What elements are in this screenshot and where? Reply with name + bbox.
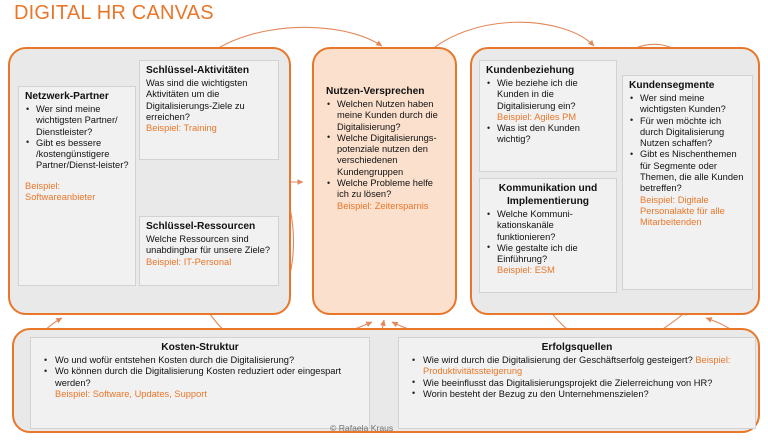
card-heading: Kundensegmente — [629, 80, 715, 91]
card-kommunikation-implementierung — [479, 178, 617, 293]
list-item-text: Wie wird durch die Digitalisierung der Geschäftserfolg gesteigert? — [423, 355, 693, 365]
list-item: • Worin besteht der Bezug zu den Unternehmenszielen? — [405, 389, 749, 400]
list-item: • Gibt es bessere /kostengünstigere Partner/Dienst-leister? — [25, 138, 129, 172]
list-item — [405, 355, 749, 378]
example-text: Beispiel: IT-Personal — [146, 256, 232, 267]
card-nutzen-versprechen — [320, 82, 450, 292]
card-kosten-struktur — [30, 337, 370, 429]
example-text: Beispiel: ESM — [497, 265, 555, 276]
card-heading-line-1: Kommunikation und — [498, 183, 598, 194]
list-item: • Wo können durch die Digitalisierung Kosten reduziert oder eingespart werden? — [37, 366, 363, 389]
card-heading: Schlüssel-Aktivitäten — [146, 65, 250, 76]
list-item: • Wo und wofür entstehen Kosten durch die Digitalisierung? — [37, 355, 363, 366]
bullet-list — [326, 99, 444, 201]
copyright-notice: © Rafaela Kraus — [330, 423, 394, 433]
card-heading: Nutzen-Versprechen — [326, 86, 425, 97]
list-item: • Für wen möchte ich durch Digitalisierung Nutzen schaffen? — [629, 116, 746, 150]
card-heading: Erfolgsquellen — [541, 342, 613, 353]
example-text: Beispiel: Digitale Personalakte für alle Mitarbeitenden — [640, 194, 725, 228]
bullet-list — [486, 78, 610, 146]
list-item: • Wie gestalte ich die Einführung? — [486, 243, 610, 266]
example-text: Beispiel: Softwareanbieter — [25, 180, 96, 203]
list-item: • Welchen Nutzen haben meine Kunden durch die Digitalisierung? — [326, 99, 444, 133]
example-text: Beispiel: Produktivitätssteigerung — [423, 355, 731, 377]
card-body: Was sind die wichtigsten Aktivitäten um die Digitalisierungs-Ziele zu erreichen? — [146, 78, 248, 122]
list-item: • Wer sind meine wichtigsten Partner/ Dienstleister? — [25, 104, 129, 138]
card-heading-line-2: Implementierung — [506, 196, 590, 207]
list-item: • Was ist den Kunden wichtig? — [486, 123, 610, 146]
example-text: Beispiel: Zeitersparnis — [337, 200, 429, 211]
list-item: • Wie beeinflusst das Digitalisierungsprojekt die Zielerreichung von HR? — [405, 378, 749, 389]
bullet-list — [629, 93, 746, 195]
card-schluessel-ressourcen — [139, 216, 279, 286]
list-item: • Welche Probleme helfe ich zu lösen? — [326, 178, 444, 201]
card-kundensegmente — [622, 75, 753, 290]
example-text: Beispiel: Training — [146, 123, 217, 134]
card-schluessel-aktivitaeten — [139, 60, 279, 160]
page-title: DIGITAL HR CANVAS — [14, 2, 214, 24]
card-body: Welche Ressourcen sind unabdingbar für unsere Ziele? — [146, 234, 271, 256]
list-item-text: Wie beziehe ich die Kunden in die Digitalisierung ein? — [497, 78, 578, 111]
list-item: • Gibt es Nischenthemen für Segmente oder Themen, die alle Kunden betreffen? — [629, 149, 746, 194]
list-item: • Welche Digitalisierungs-potenziale nutzen den verschiedenen Kundengruppen — [326, 133, 444, 178]
card-erfolgsquellen — [398, 337, 756, 429]
example-text: Beispiel: Software, Updates, Support — [55, 388, 207, 399]
list-item — [486, 78, 610, 123]
example-text: Beispiel: Agiles PM — [497, 111, 577, 122]
bullet-list — [405, 355, 749, 400]
list-item: • Welche Kommuni-kationskanäle funktionieren? — [486, 209, 610, 243]
card-netzwerk-partner — [18, 86, 136, 286]
bullet-list — [37, 355, 363, 389]
card-heading: Schlüssel-Ressourcen — [146, 221, 256, 232]
bullet-list — [486, 209, 610, 265]
card-heading: Kundenbeziehung — [486, 65, 575, 76]
bullet-list — [25, 104, 129, 172]
card-heading: Kosten-Struktur — [161, 342, 239, 353]
card-heading: Netzwerk-Partner — [25, 91, 109, 102]
list-item: • Wer sind meine wichtigsten Kunden? — [629, 93, 746, 116]
card-kundenbeziehung — [479, 60, 617, 172]
